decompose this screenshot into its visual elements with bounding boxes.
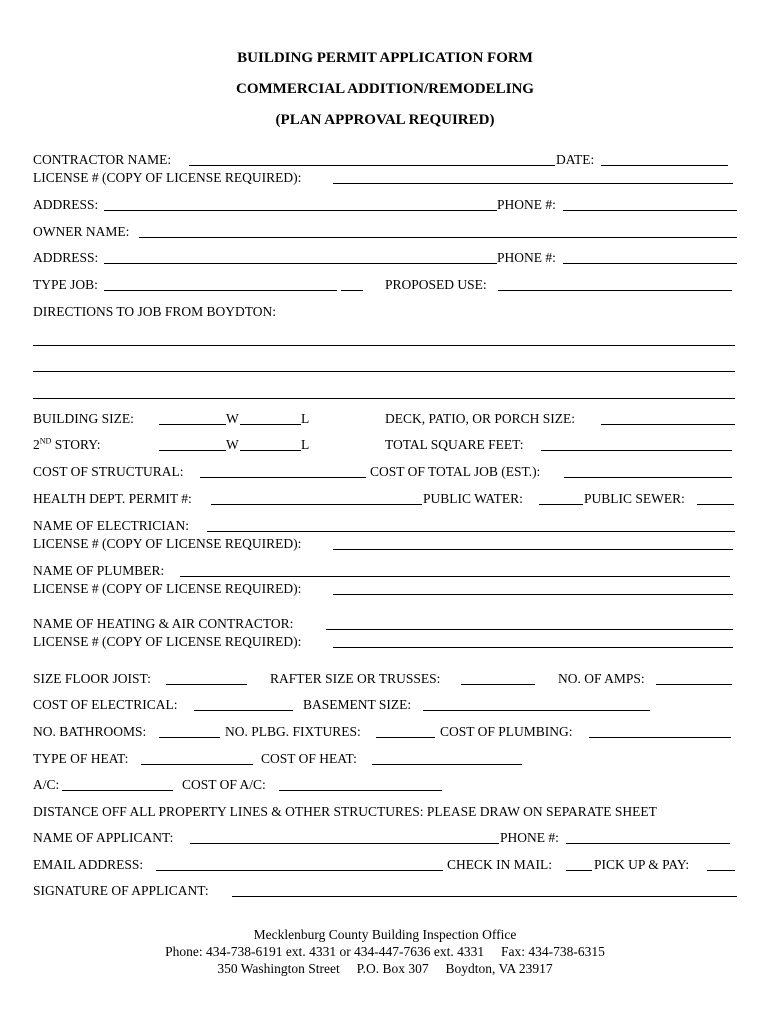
type-job-label: TYPE JOB: — [33, 277, 98, 292]
email-label: EMAIL ADDRESS: — [33, 857, 144, 872]
electrician-license-field[interactable] — [333, 535, 733, 550]
type-heat-field[interactable] — [141, 750, 253, 765]
type-job-field[interactable] — [104, 276, 337, 291]
public-sewer-label: PUBLIC SEWER: — [584, 491, 685, 506]
deck-size-field[interactable] — [601, 410, 735, 425]
contractor-address-label: ADDRESS: — [33, 197, 99, 212]
directions-line-3[interactable] — [33, 398, 735, 399]
proposed-use-field[interactable] — [498, 276, 732, 291]
signature-field[interactable] — [232, 882, 737, 897]
cost-plumbing-label: COST OF PLUMBING: — [440, 724, 573, 739]
amps-field[interactable] — [656, 670, 732, 685]
cost-ac-label: COST OF A/C: — [182, 777, 266, 792]
cost-ac-field[interactable] — [279, 776, 442, 791]
basement-size-field[interactable] — [423, 696, 650, 711]
cost-heat-label: COST OF HEAT: — [261, 751, 357, 766]
cost-structural-label: COST OF STRUCTURAL: — [33, 464, 184, 479]
public-water-label: PUBLIC WATER: — [423, 491, 523, 506]
pickup-pay-label: PICK UP & PAY: — [594, 857, 690, 872]
owner-phone-field[interactable] — [563, 249, 737, 264]
bathrooms-field[interactable] — [159, 723, 220, 738]
proposed-use-label: PROPOSED USE: — [385, 277, 487, 292]
rafter-size-label: RAFTER SIZE OR TRUSSES: — [270, 671, 441, 686]
footer-office: Mecklenburg County Building Inspection Office — [253, 927, 517, 942]
width-unit-2: W — [226, 437, 239, 452]
cost-electrical-label: COST OF ELECTRICAL: — [33, 697, 178, 712]
building-length-field[interactable] — [240, 410, 301, 425]
plbg-fixtures-field[interactable] — [376, 723, 435, 738]
cost-electrical-field[interactable] — [194, 696, 293, 711]
footer-address: 350 Washington Street P.O. Box 307 Boydton, VA 23917 — [217, 961, 553, 976]
owner-name-label: OWNER NAME: — [33, 224, 130, 239]
directions-line-2[interactable] — [33, 371, 735, 372]
applicant-phone-label: PHONE #: — [500, 830, 559, 845]
basement-size-label: BASEMENT SIZE: — [303, 697, 412, 712]
type-job-field-extra[interactable] — [341, 276, 363, 291]
health-permit-field[interactable] — [211, 490, 422, 505]
signature-label: SIGNATURE OF APPLICANT: — [33, 883, 209, 898]
type-heat-label: TYPE OF HEAT: — [33, 751, 129, 766]
date-field[interactable] — [601, 151, 728, 166]
hvac-name-label: NAME OF HEATING & AIR CONTRACTOR: — [33, 616, 294, 631]
contractor-phone-label: PHONE #: — [497, 197, 556, 212]
email-field[interactable] — [156, 856, 443, 871]
plbg-fixtures-label: NO. PLBG. FIXTURES: — [225, 724, 361, 739]
footer-phone: Phone: 434-738-6191 ext. 4331 or 434-447-7636 ext. 4331 Fax: 434-738-6315 — [165, 944, 605, 959]
hvac-name-field[interactable] — [326, 615, 733, 630]
contractor-name-field[interactable] — [189, 151, 555, 166]
directions-line-1[interactable] — [33, 345, 735, 346]
second-story-length-field[interactable] — [240, 436, 301, 451]
contractor-address-field[interactable] — [104, 196, 497, 211]
public-sewer-field[interactable] — [697, 490, 734, 505]
bathrooms-label: NO. BATHROOMS: — [33, 724, 147, 739]
plumber-license-field[interactable] — [333, 580, 733, 595]
plumber-name-label: NAME OF PLUMBER: — [33, 563, 165, 578]
hvac-license-label: LICENSE # (COPY OF LICENSE REQUIRED): — [33, 634, 302, 649]
floor-joist-label: SIZE FLOOR JOIST: — [33, 671, 151, 686]
owner-phone-label: PHONE #: — [497, 250, 556, 265]
building-width-field[interactable] — [159, 410, 226, 425]
ac-label: A/C: — [33, 777, 60, 792]
cost-total-job-field[interactable] — [564, 463, 732, 478]
electrician-name-label: NAME OF ELECTRICIAN: — [33, 518, 189, 533]
owner-address-label: ADDRESS: — [33, 250, 99, 265]
length-unit: L — [301, 411, 310, 426]
cost-total-job-label: COST OF TOTAL JOB (EST.): — [370, 464, 541, 479]
plumber-license-label: LICENSE # (COPY OF LICENSE REQUIRED): — [33, 581, 302, 596]
health-permit-label: HEALTH DEPT. PERMIT #: — [33, 491, 192, 506]
total-sqft-field[interactable] — [541, 436, 732, 451]
width-unit: W — [226, 411, 239, 426]
contractor-name-label: CONTRACTOR NAME: — [33, 152, 172, 167]
floor-joist-field[interactable] — [166, 670, 247, 685]
owner-address-field[interactable] — [104, 249, 497, 264]
form-subtitle: COMMERCIAL ADDITION/REMODELING — [236, 81, 534, 97]
second-story-label: 2ND STORY: — [33, 436, 101, 452]
electrician-name-field[interactable] — [207, 517, 735, 532]
length-unit-2: L — [301, 437, 310, 452]
distance-instruction: DISTANCE OFF ALL PROPERTY LINES & OTHER STRUCTURES: PLEASE DRAW ON SEPARATE SHEET — [33, 804, 657, 819]
plumber-name-field[interactable] — [180, 562, 730, 577]
applicant-name-label: NAME OF APPLICANT: — [33, 830, 174, 845]
rafter-size-field[interactable] — [461, 670, 535, 685]
building-size-label: BUILDING SIZE: — [33, 411, 134, 426]
check-mail-field[interactable] — [566, 856, 592, 871]
directions-label: DIRECTIONS TO JOB FROM BOYDTON: — [33, 304, 277, 319]
contractor-license-label: LICENSE # (COPY OF LICENSE REQUIRED): — [33, 170, 302, 185]
contractor-license-field[interactable] — [333, 169, 733, 184]
hvac-license-field[interactable] — [333, 633, 733, 648]
ac-field[interactable] — [62, 776, 173, 791]
date-label: DATE: — [556, 152, 595, 167]
cost-plumbing-field[interactable] — [589, 723, 731, 738]
applicant-name-field[interactable] — [190, 829, 499, 844]
cost-structural-field[interactable] — [200, 463, 366, 478]
pickup-pay-field[interactable] — [707, 856, 735, 871]
deck-size-label: DECK, PATIO, OR PORCH SIZE: — [385, 411, 576, 426]
applicant-phone-field[interactable] — [566, 829, 730, 844]
amps-label: NO. OF AMPS: — [558, 671, 645, 686]
check-mail-label: CHECK IN MAIL: — [447, 857, 552, 872]
total-sqft-label: TOTAL SQUARE FEET: — [385, 437, 524, 452]
form-note: (PLAN APPROVAL REQUIRED) — [275, 112, 495, 128]
form-title: BUILDING PERMIT APPLICATION FORM — [237, 50, 533, 66]
public-water-field[interactable] — [539, 490, 583, 505]
cost-heat-field[interactable] — [372, 750, 522, 765]
owner-name-field[interactable] — [139, 223, 737, 238]
electrician-license-label: LICENSE # (COPY OF LICENSE REQUIRED): — [33, 536, 302, 551]
contractor-phone-field[interactable] — [563, 196, 737, 211]
second-story-width-field[interactable] — [159, 436, 226, 451]
